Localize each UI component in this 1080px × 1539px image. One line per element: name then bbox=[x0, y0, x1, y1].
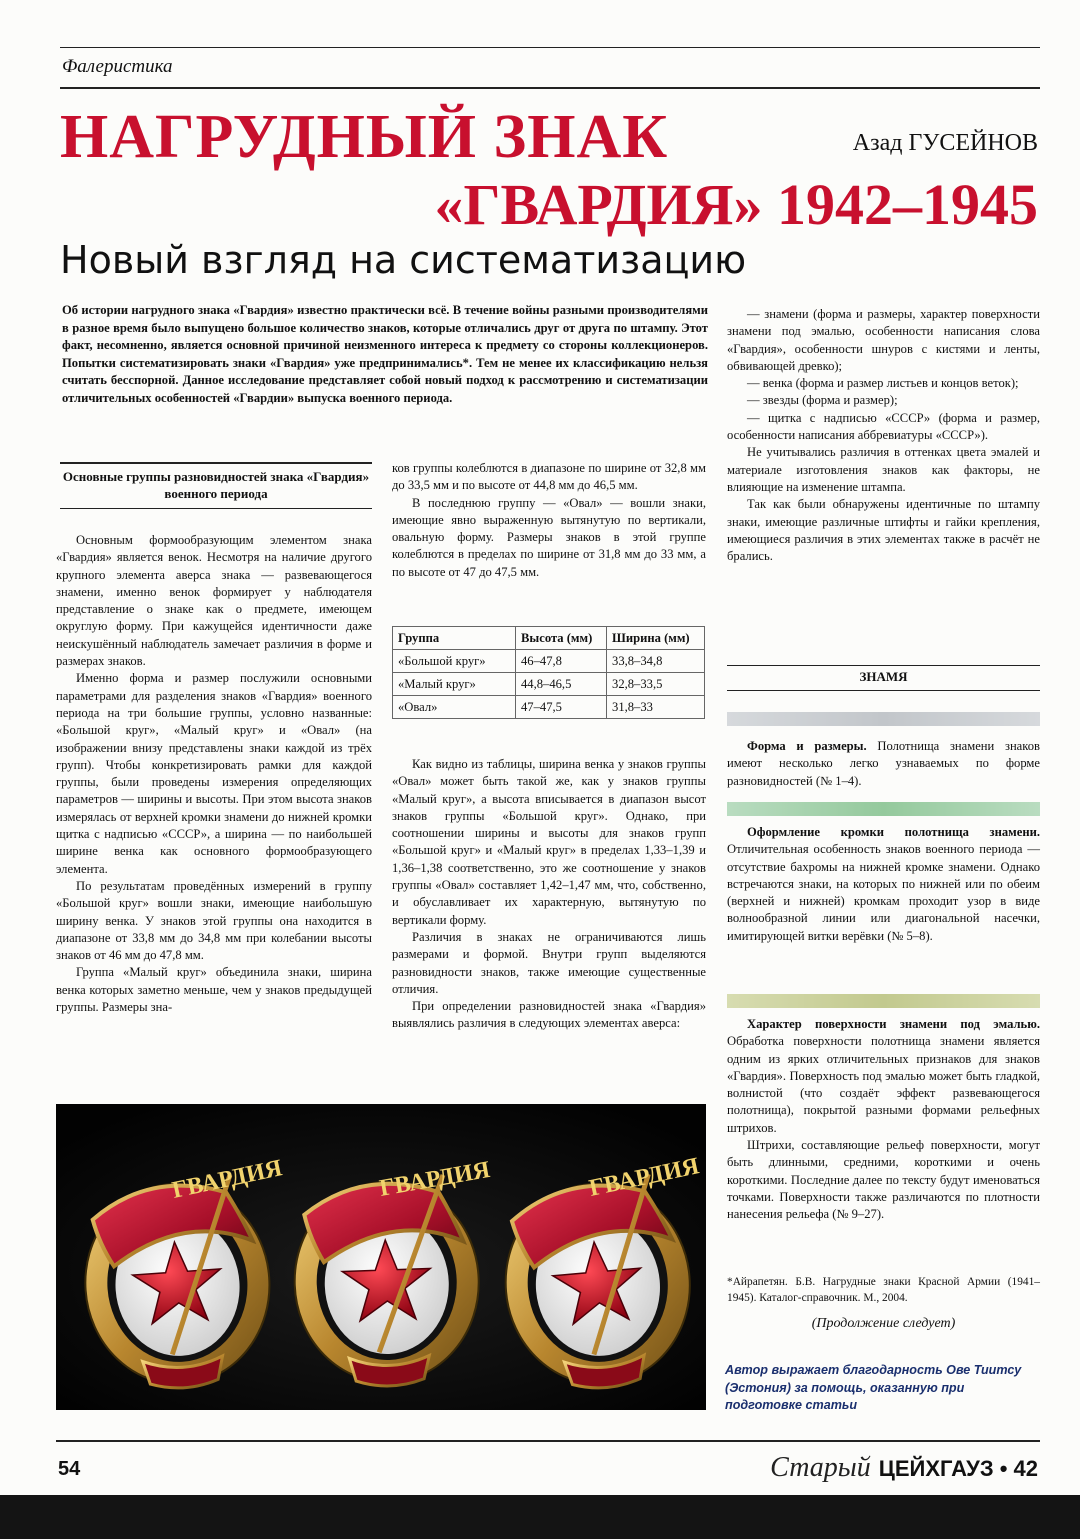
decorative-bar-green bbox=[727, 802, 1040, 816]
text-block-edge bbox=[727, 824, 1040, 945]
badges-photo bbox=[56, 1104, 706, 1410]
run-in-heading: Оформление кромки полотнища знамени. bbox=[747, 825, 1040, 839]
article-intro: Об истории нагрудного знака «Гвардия» известно практически всё. В течение войны разными производителями в разное время было выпущено большое количество знаков, которые отличались друг от друга по штампу. Этот факт, несомненно, является основной причиной неизменного интереса к предмету со стороны коллекционеров. Попытки систематизировать знаки «Гвардия» уже предпринимались*. Тем не менее их классификацию нельзя считать бесспорной. Данное исследование представляет собой новый подход к рассмотрению и систематизации отличительных особенностей «Гвардии» выпуска военного периода. bbox=[62, 303, 708, 405]
list-item: — венка (форма и размер листьев и концов веток); bbox=[747, 376, 1019, 391]
paragraph: Основным формообразующим элементом знака «Гвардия» является венок. Несмотря на наличие другого крупного элемента аверса знака — развевающегося знамени, именно венок формирует у наблюдателя представление о знаке как о предмете, имеющем округлую форму. При кажущейся идентичности даже неискушённый наблюдатель замечает различия в форме и размерах знаков. bbox=[56, 533, 372, 669]
text-column-2-bottom bbox=[392, 756, 706, 1033]
article-author: Азад ГУСЕЙНОВ bbox=[852, 130, 1038, 156]
paragraph: Именно форма и размер послужили основными параметрами для разделения знаков «Гвардия» военного периода на три большие группы, условно названные: «Большой круг», «Малый круг» и «Овал» (на изображении внизу представлены знаки каждой из трёх групп). Чтобы конкретизировать рамки для каждой группы, были проведены измерения определяющих параметров — ширины и высоты. При этом высота знаков измерялась от верхней кромки знамени до нижней кромки щитка с надписью «СССР», а ширина — по наибольшей ширине венка как основного формообразующего элемента. bbox=[56, 671, 372, 876]
list-item: — знамени (форма и размеры, характер поверхности знамени под эмалью, особенности написания слова «Гвардия», особенности шнуров с кистями и ленты, обвивающей древко); bbox=[727, 307, 1040, 373]
run-in-heading: Форма и размеры. bbox=[747, 739, 867, 753]
section-rule bbox=[60, 87, 1040, 89]
text-column-2-top bbox=[392, 460, 706, 581]
text-block-shape bbox=[727, 738, 1040, 790]
paragraph: Обработка поверхности полотнища знамени является одним из ярких отличительных признаков для знаков «Гвардия». Поверхность под эмалью может быть гладкой, волнистой (что создаёт эффект развевающегося полотнища), покрытой разными формами рельефных штрихов. bbox=[727, 1034, 1040, 1135]
magazine-script-title: Старый bbox=[770, 1452, 871, 1483]
table-cell: «Овал» bbox=[393, 696, 516, 719]
table-header: Группа bbox=[393, 627, 516, 650]
table-header-row bbox=[393, 627, 705, 650]
table-row bbox=[393, 673, 705, 696]
table-cell: 31,8–33 bbox=[607, 696, 705, 719]
table-row bbox=[393, 650, 705, 673]
top-rule bbox=[60, 47, 1040, 48]
table-cell: «Малый круг» bbox=[393, 673, 516, 696]
run-in-heading: Характер поверхности знамени под эмалью. bbox=[747, 1017, 1040, 1031]
paragraph: Как видно из таблицы, ширина венка у знаков группы «Овал» может быть такой же, как у знаков группы «Малый круг», а высота вписывается в диапазон высот знаков группы «Большой круг». Однако, при соотношении ширины и высоты для знаков групп «Большой круг» и «Малый круг» в пределах 1,33–1,39 и 1,36–1,38 соответственно, это же соотношение у знаков группы «Овал» составляет 1,42–1,47 мм, что, собственно, и обуславливает их характерную, вытянутую по вертикали форму. bbox=[392, 757, 706, 927]
paragraph: Группа «Малый круг» объединила знаки, ширина венка которых заметно меньше, чем у знаков предыдущей группы. Размеры зна- bbox=[56, 965, 372, 1015]
badge-banner-text: ГВАРДИЯ bbox=[169, 1155, 285, 1204]
paragraph: По результатам проведённых измерений в группу «Большой круг» вошли знаки, имеющие наибольшую ширину венка. У знаков этой группы она находится в диапазоне от 33,8 мм до 34,8 мм при колебании высоты знаков от 46 мм до 47,8 мм. bbox=[56, 878, 372, 963]
section-label: Фалеристика bbox=[62, 56, 173, 77]
text-column-3-top bbox=[727, 306, 1040, 565]
paragraph: Различия в знаках не ограничиваются лишь размерами и формой. Внутри групп выделяются разновидности знаков, также имеющие существенные отличия. bbox=[392, 929, 706, 996]
badge-banner-text: ГВАРДИЯ bbox=[377, 1156, 493, 1202]
footer-rule bbox=[56, 1440, 1040, 1442]
decorative-bar-gray bbox=[727, 712, 1040, 726]
table-cell: «Большой круг» bbox=[393, 650, 516, 673]
groups-subheading: Основные группы разновидностей знака «Гвардия» военного периода bbox=[60, 462, 372, 509]
article-title-line2: «ГВАРДИЯ» 1942–1945 bbox=[434, 172, 1038, 237]
magazine-name-issue: ЦЕЙХГАУЗ • 42 bbox=[878, 1456, 1038, 1481]
table-row bbox=[393, 696, 705, 719]
article-subtitle: Новый взгляд на систематизацию bbox=[60, 238, 747, 282]
table-cell: 47–47,5 bbox=[516, 696, 607, 719]
article-title-line1: НАГРУДНЫЙ ЗНАК bbox=[60, 103, 669, 171]
bottom-bar bbox=[0, 1495, 1080, 1539]
table-cell: 33,8–34,8 bbox=[607, 650, 705, 673]
paragraph: В последнюю группу — «Овал» — вошли знаки, имеющие явно выраженную вытянутую по вертикали, овальную форму. Размеры знаков в этой группе колеблются в пределах по ширине от 31,8 мм до 33 мм, а по высоте от 47 до 47,5 мм. bbox=[392, 495, 706, 579]
znamya-heading: ЗНАМЯ bbox=[727, 665, 1040, 691]
list-item: — щитка с надписью «СССР» (форма и размер, особенности написания аббревиатуры «СССР»). bbox=[727, 410, 1040, 443]
paragraph: Не учитывались различия в оттенках цвета эмалей и материале изготовления знаков как факторы, не влияющие на изменение штампа. bbox=[727, 445, 1040, 494]
paragraph: Так как были обнаружены идентичные по штампу знаки, имеющие различные штифты и гайки крепления, имеющиеся различия в этих элементах также в расчёт не брались. bbox=[727, 497, 1040, 564]
page-number: 54 bbox=[58, 1458, 81, 1480]
text-block-surface bbox=[727, 1016, 1040, 1224]
table-cell: 46–47,8 bbox=[516, 650, 607, 673]
badge-banner-text: ГВАРДИЯ bbox=[586, 1153, 702, 1202]
badges-illustration bbox=[56, 1104, 706, 1410]
decorative-bar-olive bbox=[727, 994, 1040, 1008]
paragraph: Штрихи, составляющие рельеф поверхности, могут быть длинными, средними, короткими и очень короткими. Последние далее по тексту будут именоваться точками. Поверхности также различаются по плотности нанесения рельефа (№ 9–27). bbox=[727, 1138, 1040, 1222]
acknowledgement: Автор выражает благодарность Ове Тиитсу (Эстония) за помощь, оказанную при подготовке статьи bbox=[725, 1363, 1022, 1412]
table-header: Высота (мм) bbox=[516, 627, 607, 650]
table-header: Ширина (мм) bbox=[607, 627, 705, 650]
paragraph: При определении разновидностей знака «Гвардия» выявлялись различия в следующих элементах аверса: bbox=[392, 999, 706, 1031]
text-column-1 bbox=[56, 532, 372, 1016]
groups-table bbox=[392, 626, 705, 719]
paragraph: Полотнища знамени знаков имеют несколько легко узнаваемых по форме разновидностей (№ 1–4). bbox=[727, 739, 1040, 788]
paragraph: Отличительная особенность знаков военного периода — отсутствие бахромы на нижней кромке знамени. Однако встречаются знаки, на которых по нижней или по обеим (верхней и нижней) кромкам проходит узор в виде волнообразной линии или диагональной насечки, имитирующей витки верёвки (№ 5–8). bbox=[727, 842, 1040, 943]
footnote: *Айрапетян. Б.В. Нагрудные знаки Красной Армии (1941–1945). Каталог-справочник. М., 2004. bbox=[727, 1276, 1040, 1304]
to-be-continued: (Продолжение следует) bbox=[811, 1316, 956, 1331]
table-cell: 32,8–33,5 bbox=[607, 673, 705, 696]
table-cell: 44,8–46,5 bbox=[516, 673, 607, 696]
paragraph: ков группы колеблются в диапазоне по ширине от 32,8 мм до 33,5 мм и по высоте от 44,8 мм до 46,5 мм. bbox=[392, 461, 706, 493]
magazine-footer bbox=[770, 1452, 1038, 1484]
list-item: — звезды (форма и размер); bbox=[747, 393, 898, 408]
